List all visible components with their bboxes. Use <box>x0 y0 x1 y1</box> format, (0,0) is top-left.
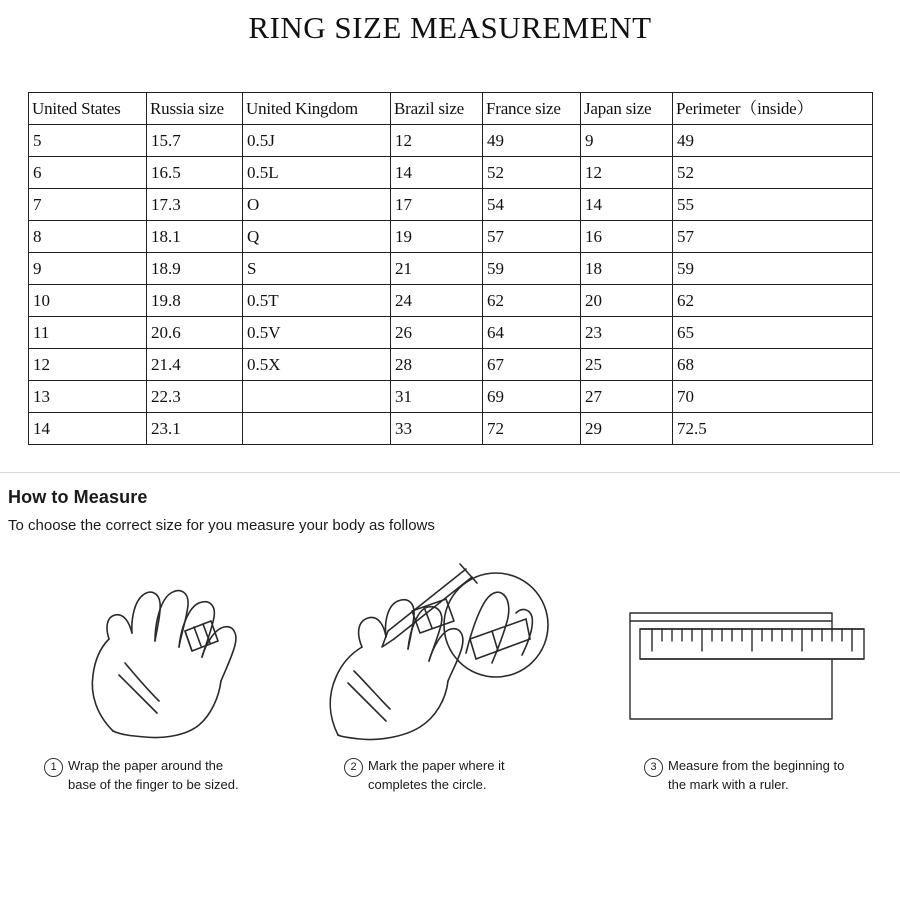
cell-uk: 0.5L <box>243 157 391 189</box>
cell-brazil: 19 <box>391 221 483 253</box>
cell-russia: 15.7 <box>147 125 243 157</box>
step-1-line2: base of the finger to be sized. <box>68 776 239 792</box>
step-3-line1: Measure from the beginning to <box>668 758 845 773</box>
cell-russia: 16.5 <box>147 157 243 189</box>
step-3-number: 3 <box>644 758 663 777</box>
cell-brazil: 24 <box>391 285 483 317</box>
cell-us: 8 <box>29 221 147 253</box>
cell-france: 72 <box>483 413 581 445</box>
ruler-measuring-strip-icon <box>600 552 900 757</box>
table-row <box>29 349 873 381</box>
cell-uk: 0.5V <box>243 317 391 349</box>
cell-us: 11 <box>29 317 147 349</box>
cell-japan: 16 <box>581 221 673 253</box>
cell-us: 14 <box>29 413 147 445</box>
cell-russia: 22.3 <box>147 381 243 413</box>
step-2-number: 2 <box>344 758 363 777</box>
table-row <box>29 285 873 317</box>
cell-brazil: 17 <box>391 189 483 221</box>
cell-france: 52 <box>483 157 581 189</box>
step-3-text <box>668 757 844 795</box>
step-1-line1: Wrap the paper around the <box>68 758 224 773</box>
cell-uk <box>243 381 391 413</box>
table-header-row <box>29 93 873 125</box>
cell-brazil: 12 <box>391 125 483 157</box>
cell-france: 59 <box>483 253 581 285</box>
cell-brazil: 21 <box>391 253 483 285</box>
cell-france: 49 <box>483 125 581 157</box>
table-row <box>29 157 873 189</box>
step-3 <box>600 552 900 795</box>
cell-russia: 23.1 <box>147 413 243 445</box>
column-header-united-states: United States <box>29 93 147 125</box>
cell-perimeter: 72.5 <box>673 413 873 445</box>
table-row <box>29 189 873 221</box>
column-header-united-kingdom: United Kingdom <box>243 93 391 125</box>
cell-japan: 14 <box>581 189 673 221</box>
cell-perimeter: 62 <box>673 285 873 317</box>
cell-perimeter: 49 <box>673 125 873 157</box>
cell-brazil: 31 <box>391 381 483 413</box>
cell-japan: 20 <box>581 285 673 317</box>
cell-france: 64 <box>483 317 581 349</box>
table-row <box>29 381 873 413</box>
cell-russia: 19.8 <box>147 285 243 317</box>
cell-france: 69 <box>483 381 581 413</box>
cell-uk <box>243 413 391 445</box>
step-2 <box>300 552 600 795</box>
cell-russia: 21.4 <box>147 349 243 381</box>
cell-perimeter: 65 <box>673 317 873 349</box>
cell-uk: O <box>243 189 391 221</box>
hand-marking-pencil-icon <box>300 552 600 757</box>
column-header-russia: Russia size <box>147 93 243 125</box>
how-to-measure-subtitle: To choose the correct size for you measure your body as follows <box>8 517 435 534</box>
cell-us: 9 <box>29 253 147 285</box>
cell-brazil: 14 <box>391 157 483 189</box>
column-header-france: France size <box>483 93 581 125</box>
cell-brazil: 26 <box>391 317 483 349</box>
cell-us: 7 <box>29 189 147 221</box>
cell-uk: 0.5T <box>243 285 391 317</box>
cell-us: 12 <box>29 349 147 381</box>
cell-france: 54 <box>483 189 581 221</box>
table-row <box>29 125 873 157</box>
section-divider <box>0 472 900 473</box>
cell-us: 10 <box>29 285 147 317</box>
column-header-brazil: Brazil size <box>391 93 483 125</box>
cell-uk: 0.5X <box>243 349 391 381</box>
cell-russia: 17.3 <box>147 189 243 221</box>
table-row <box>29 253 873 285</box>
cell-russia: 18.9 <box>147 253 243 285</box>
step-1-caption <box>0 757 300 795</box>
step-1 <box>0 552 300 795</box>
cell-uk: Q <box>243 221 391 253</box>
cell-brazil: 28 <box>391 349 483 381</box>
hand-with-paper-strip-icon <box>0 552 300 757</box>
cell-uk: S <box>243 253 391 285</box>
cell-japan: 9 <box>581 125 673 157</box>
cell-russia: 20.6 <box>147 317 243 349</box>
cell-perimeter: 52 <box>673 157 873 189</box>
step-2-line2: completes the circle. <box>368 776 487 792</box>
cell-france: 57 <box>483 221 581 253</box>
cell-us: 5 <box>29 125 147 157</box>
column-header-perimeter: Perimeter（inside） <box>673 93 873 125</box>
cell-brazil: 33 <box>391 413 483 445</box>
cell-uk: 0.5J <box>243 125 391 157</box>
step-1-number: 1 <box>44 758 63 777</box>
cell-france: 67 <box>483 349 581 381</box>
cell-japan: 25 <box>581 349 673 381</box>
table-row <box>29 221 873 253</box>
cell-perimeter: 57 <box>673 221 873 253</box>
cell-perimeter: 55 <box>673 189 873 221</box>
cell-france: 62 <box>483 285 581 317</box>
step-3-caption <box>600 757 900 795</box>
cell-japan: 29 <box>581 413 673 445</box>
table-row <box>29 317 873 349</box>
cell-us: 6 <box>29 157 147 189</box>
step-2-line1: Mark the paper where it <box>368 758 505 773</box>
column-header-japan: Japan size <box>581 93 673 125</box>
steps-row <box>0 552 900 795</box>
cell-japan: 18 <box>581 253 673 285</box>
cell-japan: 23 <box>581 317 673 349</box>
step-2-text <box>368 757 505 795</box>
cell-us: 13 <box>29 381 147 413</box>
ring-size-table <box>28 92 873 445</box>
cell-perimeter: 59 <box>673 253 873 285</box>
cell-perimeter: 70 <box>673 381 873 413</box>
how-to-measure-heading: How to Measure <box>8 487 148 507</box>
table-row <box>29 413 873 445</box>
cell-japan: 27 <box>581 381 673 413</box>
size-table-container <box>0 92 900 445</box>
step-1-text <box>68 757 239 795</box>
step-3-line2: the mark with a ruler. <box>668 776 789 792</box>
step-2-caption <box>300 757 600 795</box>
cell-perimeter: 68 <box>673 349 873 381</box>
cell-japan: 12 <box>581 157 673 189</box>
how-to-measure-section <box>8 487 892 534</box>
page-title: RING SIZE MEASUREMENT <box>248 10 652 45</box>
cell-russia: 18.1 <box>147 221 243 253</box>
